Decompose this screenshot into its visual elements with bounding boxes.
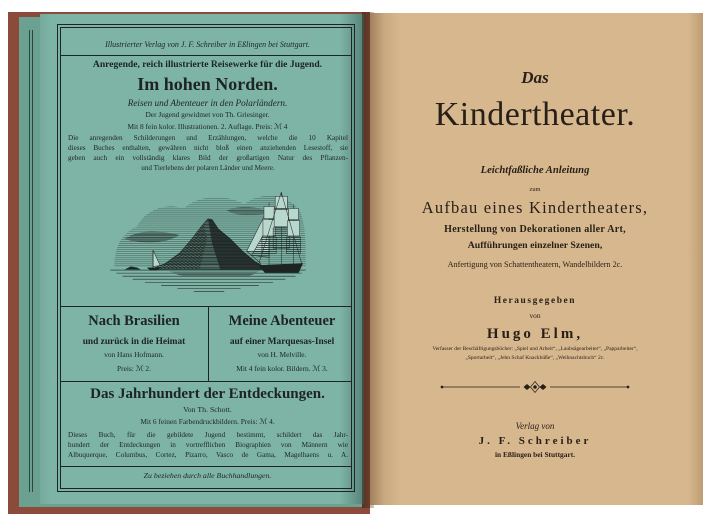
- editor-von: von: [529, 311, 541, 320]
- book-title-marquesas: Meine Abenteuer: [228, 313, 336, 329]
- book-subtitle-brazil: und zurück in die Heimat: [82, 337, 186, 347]
- book-description-line: hundert der Entdeckungen in vortrefflichen Biographien von Männern wie: [68, 441, 348, 449]
- page-footer: Zu beziehen durch alle Buchhandlungen.: [143, 471, 272, 480]
- book-title-century: Das Jahrhundert der Entdeckungen.: [90, 386, 325, 402]
- book-dedication-north: Der Jugend gewidmet von Th. Griesinger.: [145, 110, 270, 119]
- subtitle-connector: zum: [529, 186, 541, 193]
- topic-line: Anfertigung von Schattentheatern, Wandelbildern 2c.: [447, 260, 623, 269]
- book-details-marquesas: Mit 4 fein kolor. Bildern. ℳ 3.: [236, 364, 328, 373]
- book-description-line: und Tierlebens der polaren Länder und Meere.: [141, 164, 275, 172]
- publisher-name: J. F. Schreiber: [478, 435, 592, 447]
- topic-main: Aufbau eines Kindertheaters,: [421, 198, 649, 217]
- title-article: Das: [521, 68, 549, 87]
- book-description-line: dieses Buches enthalten, gewähren nicht bloß einen anziehenden Lesestoff, sie: [68, 144, 348, 152]
- book-description-line: geben auch ein vollständig klares Bild der großartigen Natur des Pflanzen-: [68, 154, 348, 162]
- mountain-reflection: [169, 272, 259, 277]
- editor-name: Hugo Elm,: [486, 326, 584, 342]
- book-details-north: Mit 8 fein kolor. Illustrationen. 2. Auflage. Preis: ℳ 4: [127, 122, 288, 131]
- editor-label: Herausgegeben: [493, 296, 577, 306]
- book-price-brazil: Preis: ℳ 2.: [117, 364, 151, 373]
- header-rule: [60, 55, 352, 56]
- book-details-century: Mit 6 feinen Farbendruckbildern. Preis: ℳ 4.: [140, 417, 275, 426]
- publisher-header: Illustrierter Verlag von J. F. Schreiber in Eßlingen bei Stuttgart.: [105, 40, 310, 49]
- back-page-frame-line: [29, 30, 30, 492]
- book-description-line: Albuquerque, Columbus, Cortez, Pizarro, Vasco de Gama, Magelhaens u. A.: [68, 451, 348, 459]
- book-author-brazil: von Hans Hofmann.: [104, 350, 164, 359]
- footer-rule: [60, 466, 352, 467]
- publisher-label: Verlag von: [515, 421, 555, 431]
- book-title-brazil: Nach Brasilien: [88, 313, 180, 329]
- section-rule: [60, 306, 352, 307]
- section-rule: [60, 381, 352, 382]
- series-heading: Anregende, reich illustrierte Reisewerke für die Jugend.: [92, 59, 323, 70]
- publisher-city: in Eßlingen bei Stuttgart.: [494, 450, 576, 459]
- book-author-century: Von Th. Schott.: [183, 405, 232, 414]
- engraving-illustration: [106, 180, 310, 296]
- topic-line: Aufführungen einzelner Szenen,: [467, 240, 603, 251]
- book-subtitle: Leichtfaßliche Anleitung: [480, 165, 590, 176]
- book-title-north: Im hohen Norden.: [137, 74, 278, 94]
- book-description-line: Die anregenden Schilderungen und Erzählungen, welche die 10 Kapitel: [68, 134, 348, 142]
- editor-works-line: Verfasser der Beschäftigungsbücher: „Spiel und Arbeit“, „Laubsägearbeiter“, „Papparbeiter“,: [432, 346, 638, 352]
- book-author-marquesas: von H. Melville.: [257, 350, 307, 359]
- book-title: Kindertheater.: [434, 96, 636, 133]
- book-subtitle-north: Reisen und Abenteuer in den Polarländern.: [127, 98, 288, 108]
- back-page-frame-line: [32, 30, 33, 492]
- ornament-divider: [440, 380, 630, 394]
- editor-works-line: „Sportarbeit“, „Jehn Schaf Knackbüße“, „Weihnachtsbuch“ 2c.: [465, 355, 605, 361]
- topic-line: Herstellung von Dekorationen aller Art,: [444, 224, 626, 235]
- book-subtitle-marquesas: auf einer Marquesas-Insel: [229, 337, 335, 347]
- book-description-line: Dieses Buch, für die gebildete Jugend bestimmt, schildert das Jahr-: [68, 431, 348, 439]
